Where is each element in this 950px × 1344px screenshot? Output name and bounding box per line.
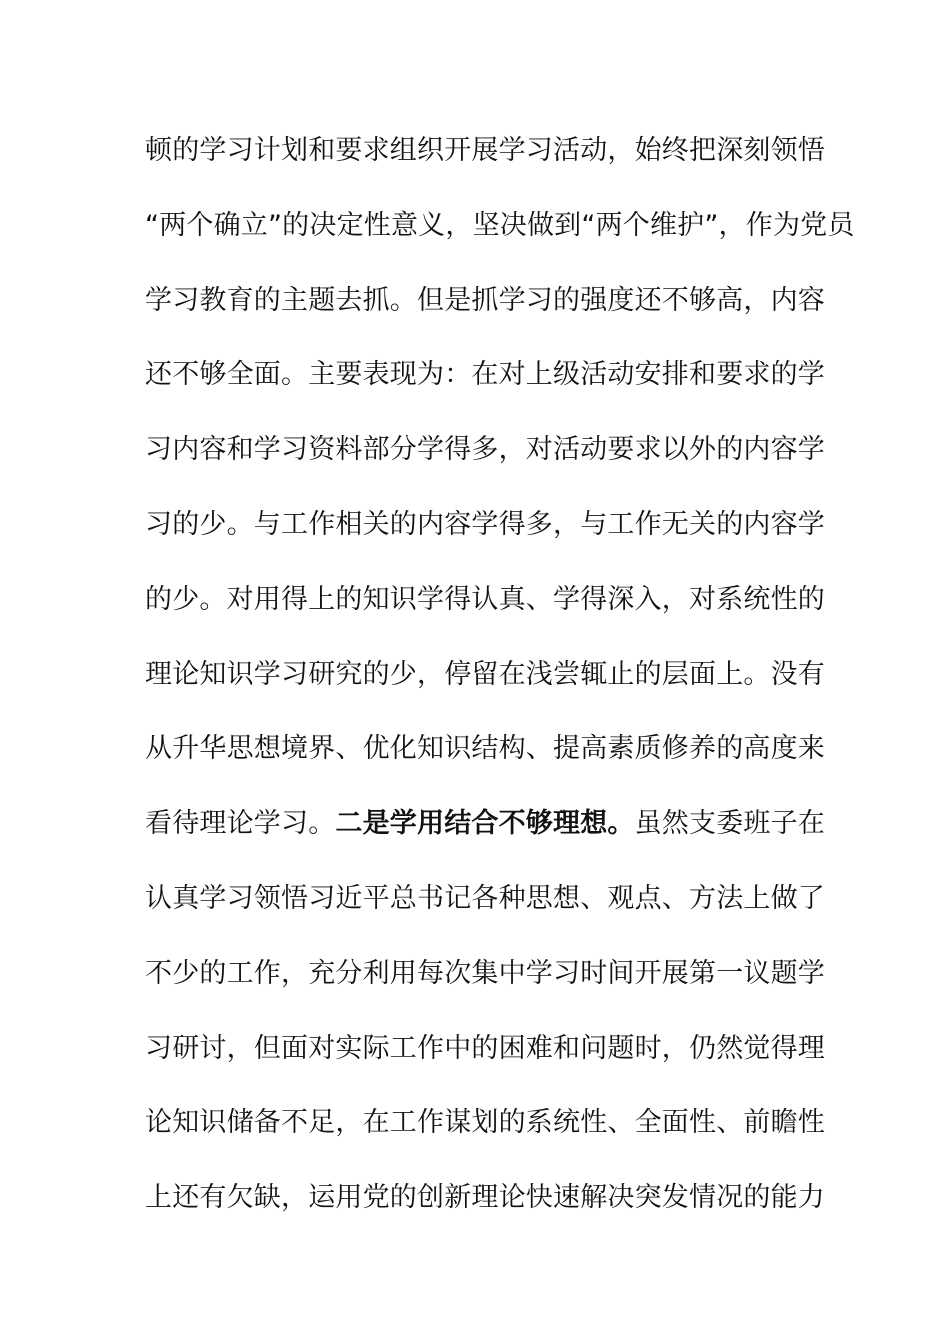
text-line: 还不够全面。主要表现为：在对上级活动安排和要求的学 bbox=[145, 359, 825, 391]
text-line-with-heading bbox=[145, 801, 826, 876]
text-line: 顿的学习计划和要求组织开展学习活动，始终把深刻领悟 bbox=[145, 135, 825, 166]
text-line: 习内容和学习资料部分学得多，对活动要求以外的内容学 bbox=[145, 434, 825, 466]
text-line: “两个确立”的决定性意义，坚决做到“两个维护”，作为党员 bbox=[145, 209, 855, 241]
text-line: 论知识储备不足，在工作谋划的系统性、全面性、前瞻性 bbox=[145, 1107, 825, 1139]
text-line: 不少的工作，充分利用每次集中学习时间开展第一议题学 bbox=[145, 957, 825, 989]
text-line: 习研讨，但面对实际工作中的困难和问题时，仍然觉得理 bbox=[145, 1032, 825, 1064]
text-line: 理论知识学习研究的少，停留在浅尝辄止的层面上。没有 bbox=[145, 658, 825, 690]
text-segment: 虽然支委班子在 bbox=[634, 808, 826, 840]
text-line: 上还有欠缺，运用党的创新理论快速解决突发情况的能力 bbox=[145, 1182, 825, 1214]
text-line: 认真学习领悟习近平总书记各种思想、观点、方法上做了 bbox=[145, 882, 825, 914]
text-line: 的少。对用得上的知识学得认真、学得深入，对系统性的 bbox=[145, 583, 825, 615]
body-text bbox=[145, 128, 855, 1250]
text-segment: 看待理论学习。 bbox=[145, 808, 336, 840]
text-line: 习的少。与工作相关的内容学得多，与工作无关的内容学 bbox=[145, 508, 825, 540]
section-heading: 二是学用结合不够理想。 bbox=[335, 808, 635, 840]
text-line: 从升华思想境界、优化知识结构、提高素质修养的高度来 bbox=[145, 733, 825, 765]
text-line: 学习教育的主题去抓。但是抓学习的强度还不够高，内容 bbox=[145, 284, 825, 316]
